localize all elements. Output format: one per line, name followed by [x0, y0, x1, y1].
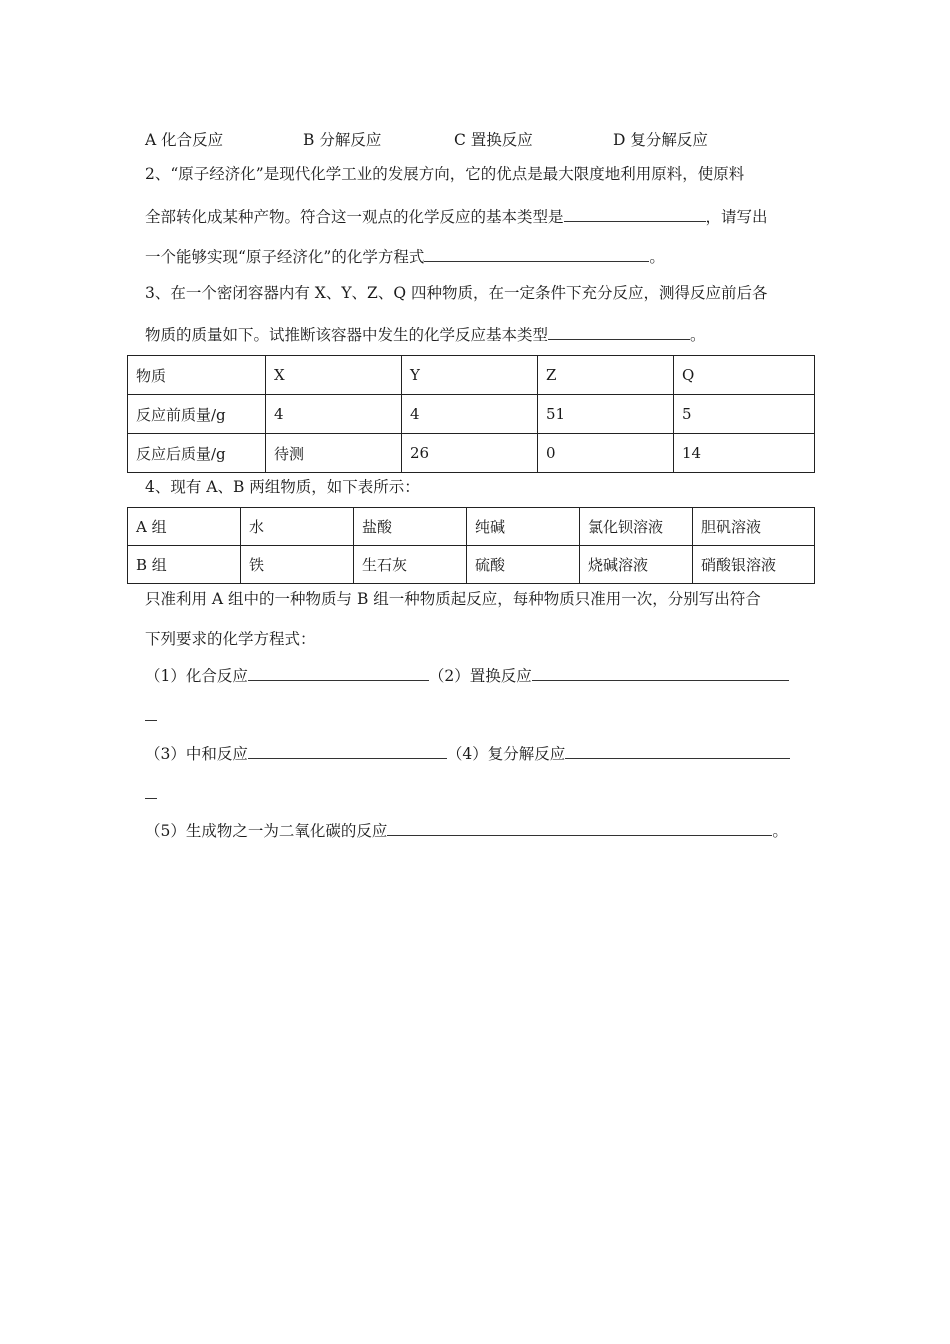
q2-line-3-text: 一个能够实现“原子经济化”的化学方程式	[145, 248, 425, 266]
q3-line-1: 3、在一个密闭容器内有 X、Y、Z、Q 四种物质，在一定条件下充分反应，测得反应前后各	[145, 284, 768, 302]
answer-blank[interactable]	[145, 705, 157, 721]
table-cell: 盐酸	[354, 508, 467, 546]
table-cell: 硝酸银溶液	[693, 546, 815, 584]
option-c: C 置换反应	[454, 131, 533, 149]
table-cell: 0	[538, 434, 674, 473]
q3-line-2-tail: 。	[690, 326, 706, 344]
q4-instruction-2: 下列要求的化学方程式：	[145, 630, 316, 648]
option-a: A 化合反应	[145, 131, 224, 149]
q4-intro: 4、现有 A、B 两组物质，如下表所示：	[145, 478, 420, 496]
table-cell: 待测	[266, 434, 402, 473]
q3-line-2	[145, 324, 706, 345]
q4-instruction-1: 只准利用 A 组中的一种物质与 B 组一种物质起反应，每种物质只准用一次，分别写出符合	[145, 590, 761, 608]
q2-line-1: 2、“原子经济化”是现代化学工业的发展方向，它的优点是最大限度地利用原料，使原料	[145, 165, 745, 183]
table-cell: 4	[266, 395, 402, 434]
table-cell: 氯化钡溶液	[580, 508, 693, 546]
part-4-label: （4）复分解反应	[446, 745, 566, 763]
table-cell: 物质	[128, 356, 266, 395]
q2-line-2	[145, 206, 768, 227]
table-row	[128, 508, 815, 546]
table-cell: 26	[402, 434, 538, 473]
continuation-line	[145, 705, 157, 726]
answer-blank[interactable]	[564, 206, 706, 222]
table-row	[128, 434, 815, 473]
groups-table	[127, 507, 815, 584]
q2-line-2-text: 全部转化成某种产物。符合这一观点的化学反应的基本类型是	[145, 208, 564, 226]
option-b: B 分解反应	[303, 131, 382, 149]
table-cell: 生石灰	[354, 546, 467, 584]
answer-blank[interactable]	[248, 743, 447, 759]
table-cell: A 组	[128, 508, 241, 546]
answer-blank[interactable]	[565, 743, 790, 759]
table-cell: 14	[674, 434, 815, 473]
table-cell: Z	[538, 356, 674, 395]
table-cell: Q	[674, 356, 815, 395]
q2-line-2-tail: ，请写出	[705, 208, 768, 226]
part-5-tail: 。	[772, 822, 788, 840]
table-cell: 纯碱	[467, 508, 580, 546]
table-cell: 4	[402, 395, 538, 434]
q2-line-3-tail: 。	[649, 248, 665, 266]
table-cell: 硫酸	[467, 546, 580, 584]
answer-blank[interactable]	[424, 246, 649, 262]
answer-blank[interactable]	[145, 783, 157, 799]
mass-table	[127, 355, 815, 473]
answer-blank[interactable]	[532, 665, 789, 681]
table-cell: 胆矾溶液	[693, 508, 815, 546]
q4-part-3-4	[145, 743, 790, 764]
q4-part-1-2	[145, 665, 789, 686]
part-3-label: （3）中和反应	[145, 745, 248, 763]
table-cell: B 组	[128, 546, 241, 584]
table-row	[128, 356, 815, 395]
answer-blank[interactable]	[548, 324, 690, 340]
table-row	[128, 395, 815, 434]
part-5-label: （5）生成物之一为二氧化碳的反应	[145, 822, 388, 840]
q3-line-2-text: 物质的质量如下。试推断该容器中发生的化学反应基本类型	[145, 326, 549, 344]
table-cell: 反应后质量/g	[128, 434, 266, 473]
part-2-label: （2）置换反应	[428, 667, 532, 685]
option-d: D 复分解反应	[613, 131, 708, 149]
table-cell: 反应前质量/g	[128, 395, 266, 434]
table-cell: 烧碱溶液	[580, 546, 693, 584]
table-cell: 铁	[241, 546, 354, 584]
table-cell: 5	[674, 395, 815, 434]
q4-part-5	[145, 820, 788, 841]
part-1-label: （1）化合反应	[145, 667, 248, 685]
answer-blank[interactable]	[248, 665, 429, 681]
answer-blank[interactable]	[387, 820, 772, 836]
continuation-line	[145, 783, 157, 804]
table-cell: 水	[241, 508, 354, 546]
table-cell: 51	[538, 395, 674, 434]
table-cell: X	[266, 356, 402, 395]
table-cell: Y	[402, 356, 538, 395]
table-row	[128, 546, 815, 584]
q2-line-3	[145, 246, 665, 267]
